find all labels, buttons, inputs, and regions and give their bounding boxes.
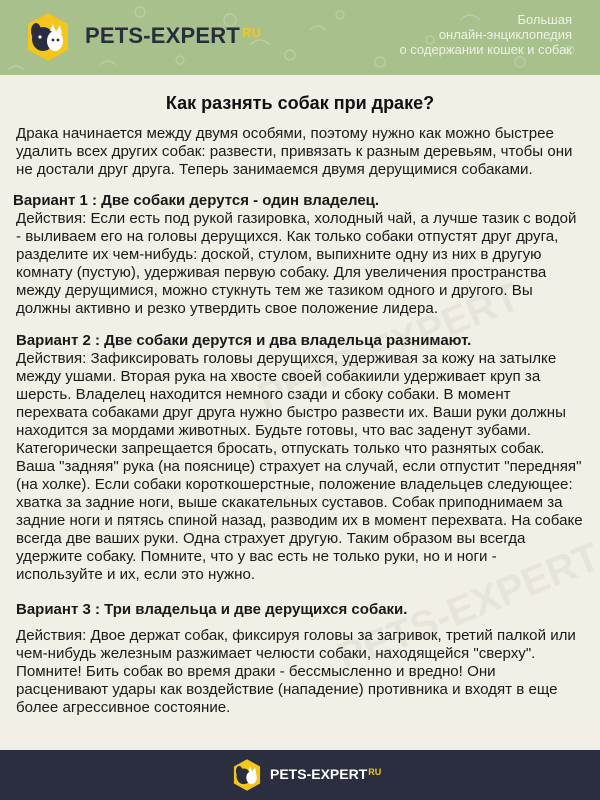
variant-1-text: Действия: Если есть под рукой газировка, холодный чай, а лучше тазик с водой - выливаем его на головы дерущихся. Как только собаки отпустят друг друга, разделите их чем-нибудь: доской, стулом, выпихните одну из них в другую комнату (пустую), удерживая первую собаку. Для увеличения пространства между дерущимися, можно стукнуть тем же тазиком одного и другого. Вы должны активно и резко утвердить свое положение лидера. <box>16 210 577 317</box>
article-intro: Драка начинается между двумя особями, поэтому нужно как можно быстрее удалить всех других собак: развести, привязать к разным деревьям, чтобы они не достали друг друга. Теперь занимаемся двумя дерущимися собаками. <box>16 125 573 178</box>
pets-expert-logo-icon <box>230 758 264 792</box>
site-header <box>0 0 600 75</box>
brand-text: PETS-EXPERT <box>85 23 241 48</box>
site-tagline <box>352 12 572 57</box>
variant-2-text: Действия: Зафиксировать головы дерущихся, удерживая за кожу на затылке между ушами. Вторая рука на хвосте своей собакиили удерживает круп за шерсть. Владелец находится немного сзади и сбоку собаки. В момент перехвата собаками друг друга нужно быстро развести их. Ваши руки должны находится за мордами животных. Будьте готовы, что вас заденут зубами. Категорически запрещается бросать, отпускать только что разнятых собак. Ваша "задняя" рука (на пояснице) страхует на случай, если отпустит "передняя" (на холке). Если собаки короткошерстные, положение владельцев следующее: хватка за задние ноги, выше скакательных суставов. Собак приподнимаем за задние ноги и пятясь спиной назад, разводим их в момент перехвата. На собаке всегда две ваших руки. Одна страхует другую. Таким образом вы всегда удержите собаку. Помните, что у вас есть не только руки, но и ноги - используйте и их, если это нужно. <box>16 350 583 583</box>
variant-1-heading: Вариант 1 : Две собаки дерутся - один владелец. <box>13 192 380 209</box>
variant-2-section <box>16 332 584 584</box>
brand-suffix: RU <box>242 25 262 40</box>
footer-brand[interactable] <box>270 766 381 782</box>
variant-2-heading: Вариант 2 : Две собаки дерутся и два владельца разнимают. <box>16 332 472 349</box>
brand-name[interactable] <box>85 23 261 49</box>
footer-brand-text: PETS-EXPERT <box>270 766 368 782</box>
pets-expert-logo-icon <box>22 11 74 63</box>
variant-1-section <box>13 192 584 318</box>
article-title: Как разнять собак при драке? <box>165 93 435 113</box>
article-content <box>0 75 600 750</box>
tagline-line-1: Большая <box>517 12 572 27</box>
tagline-line-3: о содержании кошек и собак <box>399 42 572 57</box>
variant-3-heading: Вариант 3 : Три владельца и две дерущихся собаки. <box>16 601 408 618</box>
tagline-line-2: онлайн-энциклопедия <box>438 27 572 42</box>
variant-3-text: Действия: Двое держат собак, фиксируя головы за загривок, третий палкой или чем-нибудь железным разжимает челюсти собаки, находящейся "сверху". Помните! Бить собак во время драки - бессмысленно и вредно! Они расценивают удары как воздействие (нападение) противника и входят в еще более агрессивное состояние. <box>16 627 576 716</box>
variant-3-section <box>16 601 584 717</box>
footer-brand-suffix: RU <box>368 767 382 777</box>
site-footer <box>0 750 600 800</box>
